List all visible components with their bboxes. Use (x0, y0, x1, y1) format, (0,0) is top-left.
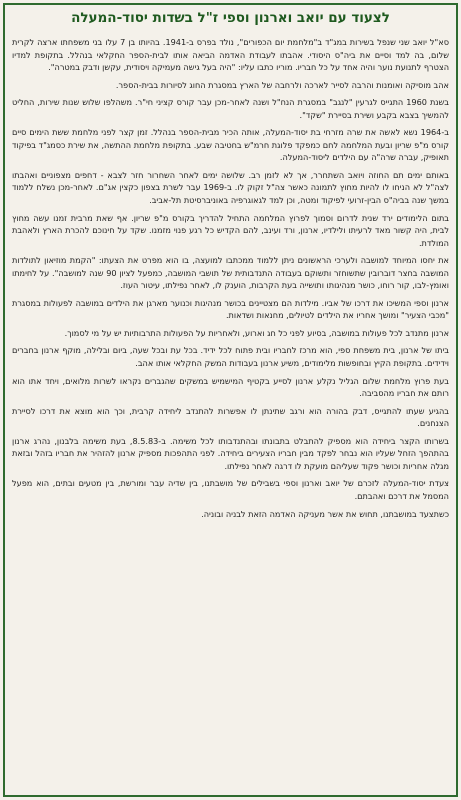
article-body (12, 36, 449, 792)
paragraph: בהגיע שעתו להתגייס, דבק בהורה הוא ורגב שתינתן לו אפשרות להתנדב ליחידה קרבית, וכך הוא מוצא את דרכו לסיירת הצנחנים. (12, 405, 449, 429)
paragraph: בתום הלימודים ירד שנית לדרום וסמוך לפרוץ המלחמה התחיל להדריך בקורס מ"פ שריון. אף שאת מרבית זמנו עשה מחוץ לבית, היה קשור מאד לרעיתו ולילדיו, ארנון, ורד ועינב, להם הקדיש כל רגע פנוי מזמנו. שקד על חינוכם להכרת הארץ ולאהבת המולדת. (12, 212, 449, 248)
paragraph: סא"ל יואב שני שנפל בשירות במג"ד ב"מלחמת יום הכפורים", נולד בפרס ב-1941. בהיותו בן 7 עלו בני משפחתו ארצה לקרית שלום, בה למד וסיים את ביה"ס היסודי. אהבתו לעבודת האדמה הביאה אותו לבית-הספר החקלאי בנהלל. בתקופת למדיו הצטרף לתנועת נוער והיה אחד על כל חבריו. מוריו כתבו עליו: "היה בעל גישה מעמיקה ויסודית, עקשן ודבק במטרה". (12, 37, 449, 73)
paragraph: בעת פרוץ מלחמת שלום הגליל נקלע ארנון לסייע בקטיף המישמיש במשקים שהגברים נקראו לשרות מלואים, ויחד אתו הוא רותם את חבריו מהסביבה. (12, 375, 449, 399)
paragraph: ארנון וספי המשיכו את דרכו של אביו. מילדות הם מצטיינים בכושר מנהיגות וכנוער מארגן את הילדים במושבה לפעולות במסגרת "מכבי הצעיר" ומושך אחריו את הילדים לטיולים, מחנאות ושדאות. (12, 297, 449, 321)
paragraph: ב-1964 נשא לאשה את שרה מזרחי בת יסוד-המעלה, אותה הכיר מבית-הספר בנהלל. זמן קצר לפני מלחמת ששת הימים סיים קורס מ"פ שריון ובעת המלחמה לחם כמפקד פלוגת חרמ"ש בחטיבה שבע. בתקופת מלחמת ההתשה, את שירת כסמג"ד בפיקוד תאופיק, עברה שרה"ה עם הילדים ליסוד-המעלה. (12, 127, 449, 163)
paragraph: ארנון מתנדב לכל פעולות במושבה, בסיוע לפני כל חג וארוע, ולאחריות על הפעולות התרבותיות יש על מי לסמוך. (64, 327, 449, 338)
paragraph: צעדת יסוד-המעלה לזכרם של יואב וארנון וספי בשבילים של מושבתנו, בין שדיה עבר ומורשת, בין מטעים ובתים, הוא מפעל המסמל את דרכם ואהבתם. (12, 478, 449, 501)
paragraph: אהב מוסיקה ואומנות והרבה לסייר לארכה ולרחבה של הארץ במסגרת החוג לסיורות בבית-הספר. (115, 79, 449, 90)
paragraph: בשרותו הקצר ביחידה הוא מספיק להתבלט בתבונתו ובהתנדבותו לכל משימה. ב-8.5.83, בעת משימה בלבנון, נהרג ארנון בהתהפך הזחל שעליו הוא נבחר לפקד מבין חבריו הצעירים ביחידה. לפני התהפכות מספיק ארנון להזהיר את חבריו בזהל ובזאת מגלה אחריות וכושר פקוד שעליהם מועקת לו דרגה לאחר נפילתו. (12, 435, 449, 471)
paragraph: כשתצעד במושבתנו, תחוש את אשר מעניקה האדמה הזאת לבניה ובוניה. (201, 508, 449, 519)
paragraph: באותם ימים תם החוזה ויואב השתחרר, אך לא לזמן רב. שלושה ימים לאחר השחרור חזר לצבא - דחפים מצפוניים ואהבתו לצה"ל לא הניחו לו להיות מחוץ לתמונה כאשר צה"ל זקוק לו. ב-1969 עבר לשרת בצפון כקצין אג"ם. לאחר-מכן נשלח ללמוד במשך שנה בביה"ס הבין-זרועי לפיקוד ומטה, וכן למד לגאוגרפיה באוניברסיטת תל-אביב. (12, 169, 449, 206)
paragraph: ביתו של ארנון, בית משפחת ספי, הוא מרכז לחבריו ובית פתוח לכל ידיד. בכל עת ובכל שעה, ביום ובלילה, מוקף ארנון בחברים וידידים. בתקופת הקיץ ובחופשות מלימודים, משיע ארנון בעבודות המשק החקלאי אותו אהב. (12, 345, 449, 369)
paragraph: בשנת 1960 התגייס לגרעין "לנגב" במסגרת הנח"ל ושנה לאחר-מכן עבר קורס קציני חי"ר. משהלפו שלוש שנות שירות, החליט להמשיך בצבא בקבע ושירת בסיירת "שקד". (12, 97, 449, 120)
paragraph: את יחסו המיוחד למושבה ולערכי הראשונים ניתן ללמוד ממכתבו למועצה, בו הוא מפרט את הצעתו: "הקמת מוזיאון לתולדות המושבה בחצר דוברובין שתשוחזר ותשוקם בעבודה התנדבותית של תושבי המושבה, כמפעל לציון 90 שנה למושבה". על לחימתו ואומץ-לבו, קור רוחו, כושר מנהיגותו ותושייה בעת הקרבות, הוענק לו, לאחר נפילתו, עיטור העוז. (12, 255, 449, 291)
page-title: לצעוד עם יואב וארנון וספי ז"ל בשדות יסוד-המעלה (71, 10, 390, 26)
